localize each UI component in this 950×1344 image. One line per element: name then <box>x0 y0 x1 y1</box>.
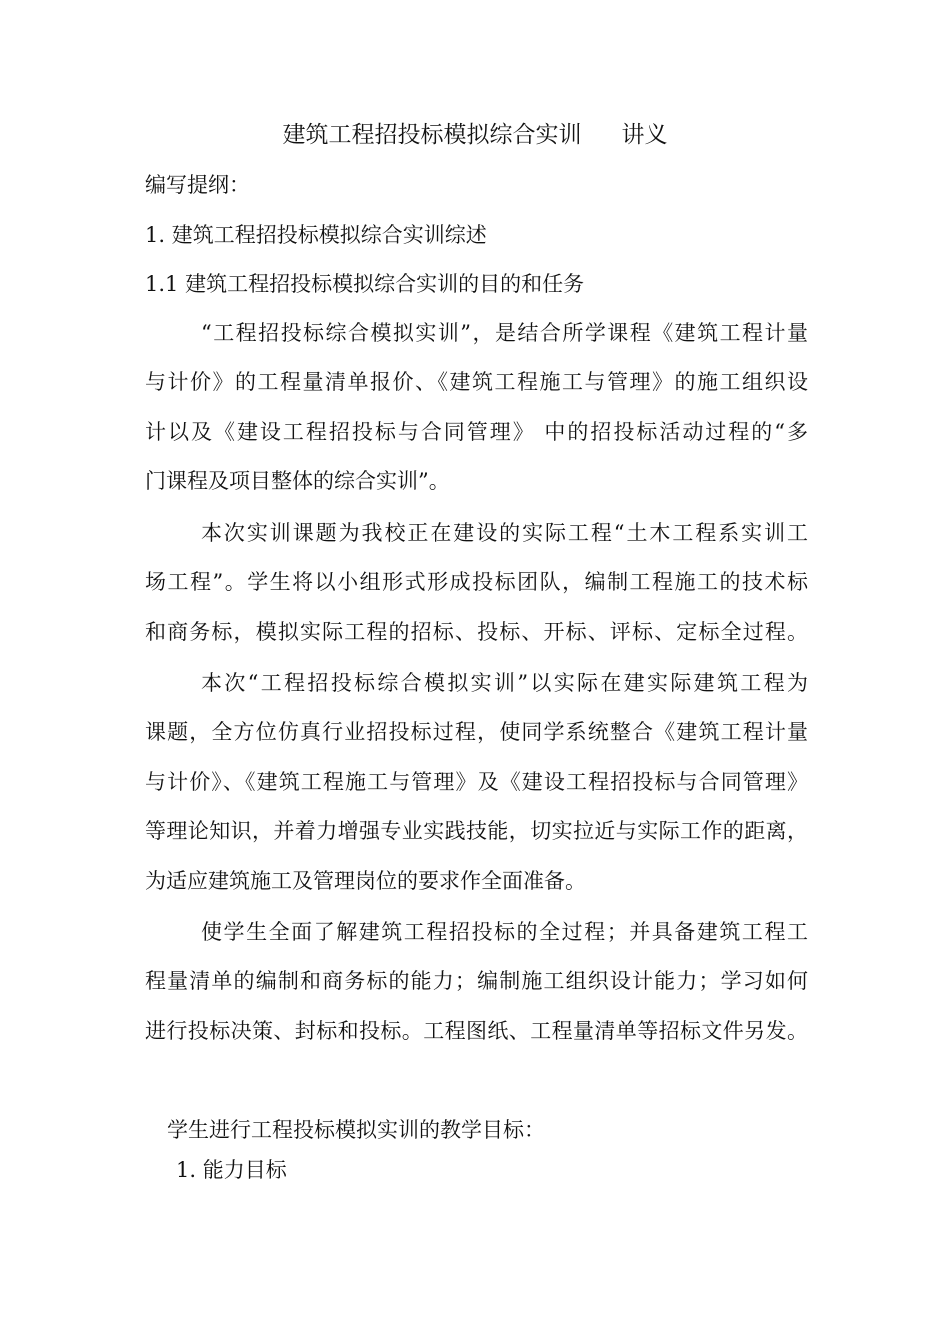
paragraph-3-line-1: 本次“工程招投标综合模拟实训”以实际在建实际建筑工程为 <box>201 671 808 695</box>
paragraph-1-line-2: 与计价》的工程量清单报价、《建筑工程施工与管理》的施工组织设 <box>145 370 808 394</box>
paragraph-3-line-2: 课题，全方位仿真行业招投标过程，使同学系统整合《建筑工程计量 <box>145 720 808 744</box>
outline-label: 编写提纲： <box>145 173 250 197</box>
paragraph-3-line-5: 为适应建筑施工及管理岗位的要求作全面准备。 <box>145 869 586 893</box>
paragraph-4-line-2: 程量清单的编制和商务标的能力；编制施工组织设计能力；学习如何 <box>145 969 808 993</box>
section-heading-1: 1. 建筑工程招投标模拟综合实训综述 <box>145 223 487 247</box>
section-heading-1-1: 1.1 建筑工程招投标模拟综合实训的目的和任务 <box>145 272 585 296</box>
paragraph-2-line-3: 和商务标，模拟实际工程的招标、投标、开标、评标、定标全过程。 <box>145 620 808 644</box>
paragraph-1-line-3: 计以及《建设工程招投标与合同管理》 中的招投标活动过程的“多 <box>145 420 808 444</box>
title-main: 建筑工程招投标模拟综合实训 <box>282 122 582 148</box>
paragraph-1-line-1: “工程招投标综合模拟实训”，是结合所学课程《建筑工程计量 <box>201 321 808 345</box>
teaching-goal-label: 学生进行工程投标模拟实训的教学目标： <box>167 1118 545 1142</box>
paragraph-4-line-3: 进行投标决策、封标和投标。工程图纸、工程量清单等招标文件另发。 <box>145 1019 808 1043</box>
paragraph-4-line-1: 使学生全面了解建筑工程招投标的全过程；并具备建筑工程工 <box>201 920 808 944</box>
goal-1-heading: 1. 能力目标 <box>176 1158 287 1182</box>
title-suffix: 讲义 <box>621 122 668 148</box>
paragraph-1-line-4: 门课程及项目整体的综合实训”。 <box>145 469 450 493</box>
paragraph-3-line-4: 等理论知识，并着力增强专业实践技能，切实拉近与实际工作的距离， <box>145 819 808 843</box>
paragraph-2-line-1: 本次实训课题为我校正在建设的实际工程“土木工程系实训工 <box>201 521 808 545</box>
document-title <box>0 118 950 152</box>
paragraph-3-line-3: 与计价》、《建筑工程施工与管理》及《建设工程招投标与合同管理》 <box>145 770 808 794</box>
paragraph-2-line-2: 场工程”。学生将以小组形式形成投标团队，编制工程施工的技术标 <box>145 570 808 594</box>
